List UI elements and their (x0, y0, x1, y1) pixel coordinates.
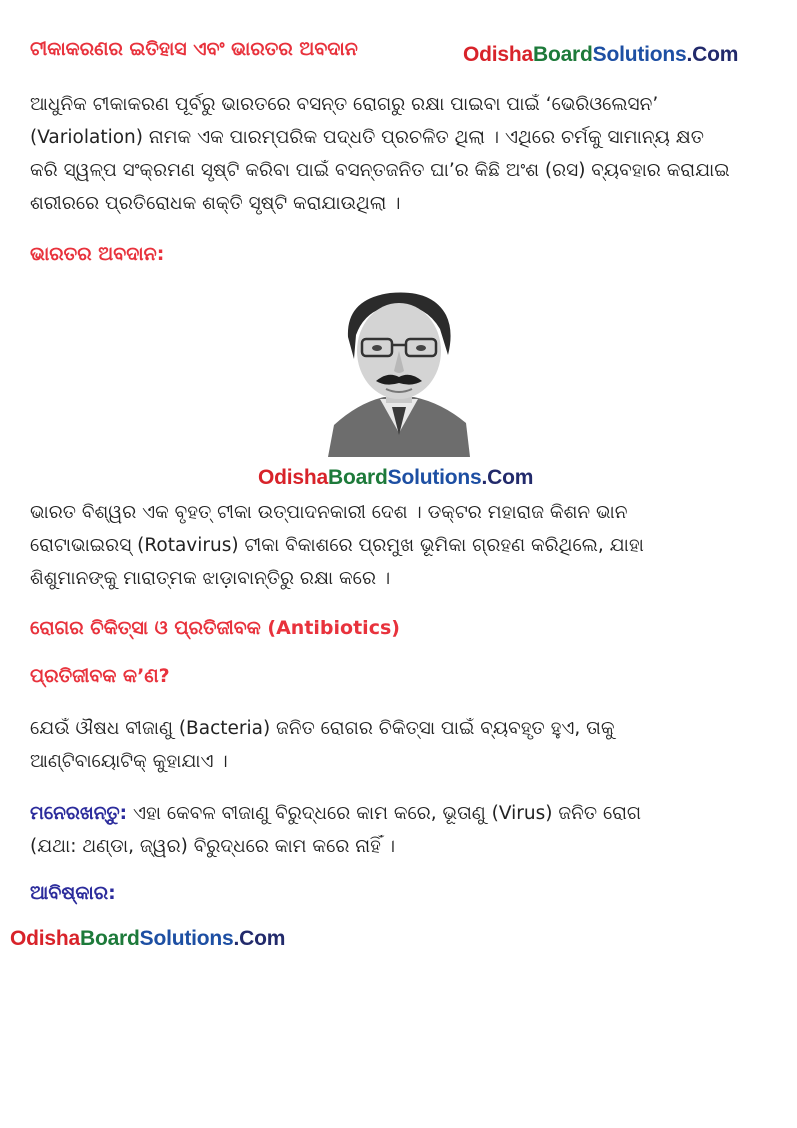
note-line-1 (30, 797, 780, 830)
watermark-odisha: Odisha (10, 927, 80, 950)
watermark-solutions: Solutions (592, 43, 687, 66)
watermark-middle (258, 466, 533, 490)
paragraph-rotavirus (30, 496, 780, 595)
note-line-2: (ଯଥା: ଥଣ୍ଡା, ଜ୍ୱର) ବିରୁଦ୍ଧରେ କାମ କରେ ନାହିଁ । (30, 836, 396, 857)
paragraph-line: ଆଧୁନିକ ଟୀକାକରଣ ପୂର୍ବରୁ ଭାରତରେ ବସନ୍ତ ରୋଗରୁ ରକ୍ଷା ପାଇବା ପାଇଁ ‘ଭେରିଓଲେସନ’ (30, 94, 659, 115)
paragraph-line: ଯେଉଁ ଔଷଧ ବୀଜାଣୁ (Bacteria) ଜନିତ ରୋଗର ଚିକିତ୍ସା ପାଇଁ ବ୍ୟବହୃତ ହୁଏ, ତାକୁ (30, 718, 615, 739)
paragraph-variolation (30, 88, 780, 220)
watermark-com: .Com (481, 466, 534, 489)
portrait-illustration (328, 285, 470, 457)
watermark-top (463, 43, 738, 67)
section-title-india-contribution: ଭାରତର ଅବଦାନ: (30, 243, 165, 265)
watermark-com: .Com (233, 927, 286, 950)
paragraph-line: ଭାରତ ବିଶ୍ୱର ଏକ ବୃହତ୍ ଟୀକା ଉତ୍ପାଦନକାରୀ ଦେଶ । ଡକ୍ଟର ମହାରାଜ କିଶନ ଭାନ (30, 502, 628, 523)
paragraph-line: କରି ସ୍ୱଳ୍ପ ସଂକ୍ରମଣ ସୃଷ୍ଟି କରିବା ପାଇଁ ବସନ୍ତଜନିତ ଘା’ର କିଛି ଅଂଶ (ରସ) ବ୍ୟବହାର କରାଯାଇ (30, 160, 730, 181)
paragraph-antibiotic-definition (30, 712, 780, 778)
note-remember (30, 797, 780, 863)
section-title-vaccination-history: ଟୀକାକରଣର ଇତିହାସ ଏବଂ ଭାରତର ଅବଦାନ (30, 38, 358, 60)
paragraph-line: ଶିଶୁମାନଙ୍କୁ ମାରାତ୍ମକ ଝାଡ଼ାବାନ୍ତିରୁ ରକ୍ଷା କରେ । (30, 568, 391, 589)
note-text: ଏହା କେବଳ ବୀଜାଣୁ ବିରୁଦ୍ଧରେ କାମ କରେ, ଭୂତାଣୁ (Virus) ଜନିତ ରୋଗ (127, 803, 642, 824)
paragraph-line: ଶରୀରରେ ପ୍ରତିରୋଧକ ଶକ୍ତି ସୃଷ୍ଟି କରାଯାଉଥିଲା । (30, 193, 401, 214)
section-title-antibiotics: ରୋଗର ଚିକିତ୍ସା ଓ ପ୍ରତିଜୀବକ (Antibiotics) (30, 617, 400, 639)
subtitle-what-is-antibiotic: ପ୍ରତିଜୀବକ କ’ଣ? (30, 665, 170, 687)
paragraph-line: (Variolation) ନାମକ ଏକ ପାରମ୍ପରିକ ପଦ୍ଧତି ପ୍ରଚଳିତ ଥିଲା । ଏଥିରେ ଚର୍ମକୁ ସାମାନ୍ୟ କ୍ଷତ (30, 127, 704, 148)
watermark-solutions: Solutions (139, 927, 234, 950)
watermark-solutions: Solutions (387, 466, 482, 489)
watermark-bottom (10, 927, 285, 951)
watermark-board: Board (327, 466, 388, 489)
watermark-com: .Com (686, 43, 739, 66)
watermark-board: Board (532, 43, 593, 66)
watermark-odisha: Odisha (258, 466, 328, 489)
discovery-title: ଆବିଷ୍କାର: (30, 882, 116, 904)
paragraph-line: ରୋଟାଭାଇରସ୍ (Rotavirus) ଟୀକା ବିକାଶରେ ପ୍ରମୁଖ ଭୂମିକା ଗ୍ରହଣ କରିଥିଲେ, ଯାହା (30, 535, 644, 556)
watermark-odisha: Odisha (463, 43, 533, 66)
portrait-image (328, 285, 470, 457)
note-label: ମନେରଖନ୍ତୁ: (30, 803, 128, 824)
watermark-board: Board (79, 927, 140, 950)
paragraph-line: ଆଣ୍ଟିବାୟୋଟିକ୍ କୁହାଯାଏ । (30, 751, 228, 772)
